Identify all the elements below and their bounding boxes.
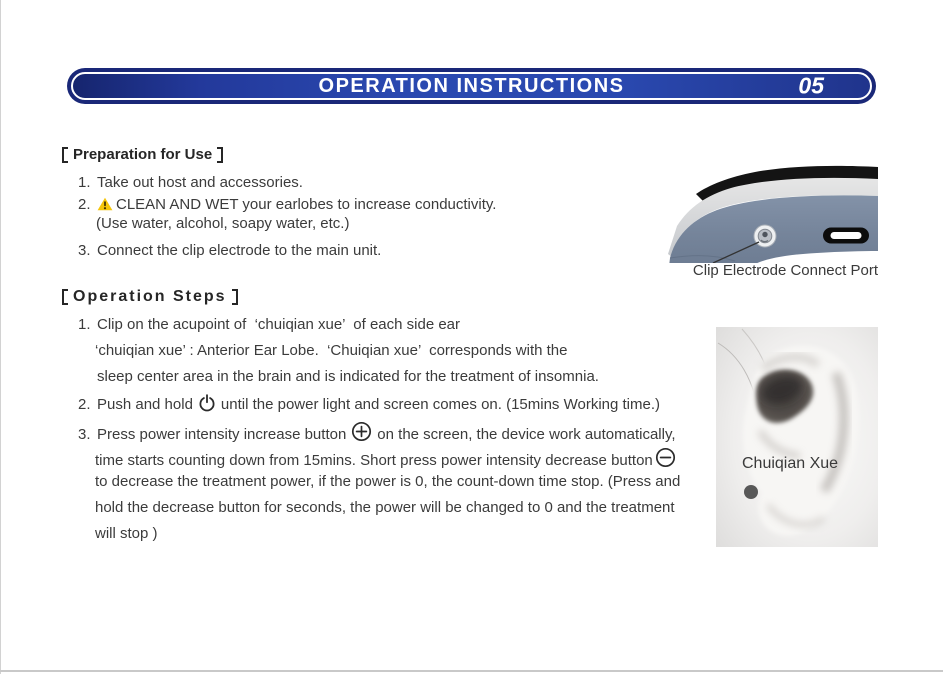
- acupoint-dot: [744, 485, 758, 499]
- minus-circle-icon: [655, 447, 676, 472]
- right-bracket-icon: [217, 147, 223, 163]
- op-step-3-line-2: [95, 447, 676, 472]
- prep-item-1-text: Take out host and accessories.: [97, 174, 303, 191]
- device-port-figure: [655, 163, 878, 263]
- op-step-1-text: Clip on the acupoint of ‘chuiqian xue’ of each side ear: [97, 316, 461, 333]
- prep-item-2-text: CLEAN AND WET your earlobes to increase conductivity.: [116, 196, 497, 213]
- ear-acupoint-figure: [716, 327, 878, 547]
- device-port-caption: Clip Electrode Connect Port: [692, 262, 878, 279]
- op-step-2-number: 2.: [78, 396, 91, 413]
- op-step-1-number: 1.: [78, 316, 91, 333]
- preparation-heading-label: Preparation for Use: [73, 146, 213, 163]
- header-banner-inner: [71, 72, 872, 100]
- prep-item-3-text: Connect the clip electrode to the main unit.: [97, 242, 382, 259]
- header-banner: [67, 68, 876, 104]
- op-step-3-line-1: [78, 421, 676, 446]
- prep-item-2-subtext: (Use water, alcohol, soapy water, etc.): [96, 215, 350, 232]
- op-step-3-line-3: to decrease the treatment power, if the power is 0, the count-down time stop. (Press and: [95, 473, 681, 490]
- left-bracket-icon: [62, 289, 68, 305]
- clip-port-icon: [754, 225, 776, 247]
- op-step-2-line: [78, 394, 660, 416]
- page-title: OPERATION INSTRUCTIONS: [318, 74, 625, 97]
- prep-item-1-number: 1.: [78, 174, 91, 191]
- prep-item-3: [78, 242, 381, 259]
- page-number: 05: [798, 72, 824, 99]
- op-step-3-line-5: will stop ): [95, 525, 158, 542]
- ear-acupoint-label: Chuiqian Xue: [742, 455, 839, 472]
- left-bracket-icon: [62, 147, 68, 163]
- prep-item-1: [78, 174, 303, 191]
- page-left-edge-rule: [0, 0, 1, 674]
- op-step-3-line-4: hold the decrease button for seconds, the power will be changed to 0 and the treatment: [95, 499, 675, 516]
- preparation-heading: [62, 146, 223, 163]
- op-step-3-number: 3.: [78, 426, 91, 443]
- device-illustration: [655, 163, 878, 263]
- usb-port-icon: [823, 228, 869, 244]
- op-step-3-text-pre: Press power intensity increase button: [97, 426, 347, 443]
- right-bracket-icon: [232, 289, 238, 305]
- prep-item-3-number: 3.: [78, 242, 91, 259]
- operation-heading: [62, 288, 238, 306]
- op-step-1-line-3: sleep center area in the brain and is indicated for the treatment of insomnia.: [97, 368, 599, 385]
- op-step-2-text-post: until the power light and screen comes on. (15mins Working time.): [220, 396, 661, 413]
- op-step-1-line-2: ‘chuiqian xue’ : Anterior Ear Lobe. ‘Chuiqian xue’ corresponds with the: [95, 342, 568, 359]
- page-bottom-rule: [0, 670, 943, 672]
- op-step-1-line-1: [78, 316, 460, 333]
- op-step-2-text-pre: Push and hold: [97, 396, 193, 413]
- warning-icon: [97, 197, 113, 215]
- prep-item-2-number: 2.: [78, 196, 91, 213]
- power-icon: [198, 394, 216, 416]
- prep-item-2: [78, 196, 496, 215]
- op-step-3-text-post: on the screen, the device work automatically,: [377, 426, 676, 443]
- ear-photo: [716, 327, 878, 547]
- operation-heading-label: Operation Steps: [73, 288, 227, 305]
- plus-circle-icon: [351, 421, 372, 446]
- op-step-3-line-2-text: time starts counting down from 15mins. Short press power intensity decrease button: [95, 452, 653, 469]
